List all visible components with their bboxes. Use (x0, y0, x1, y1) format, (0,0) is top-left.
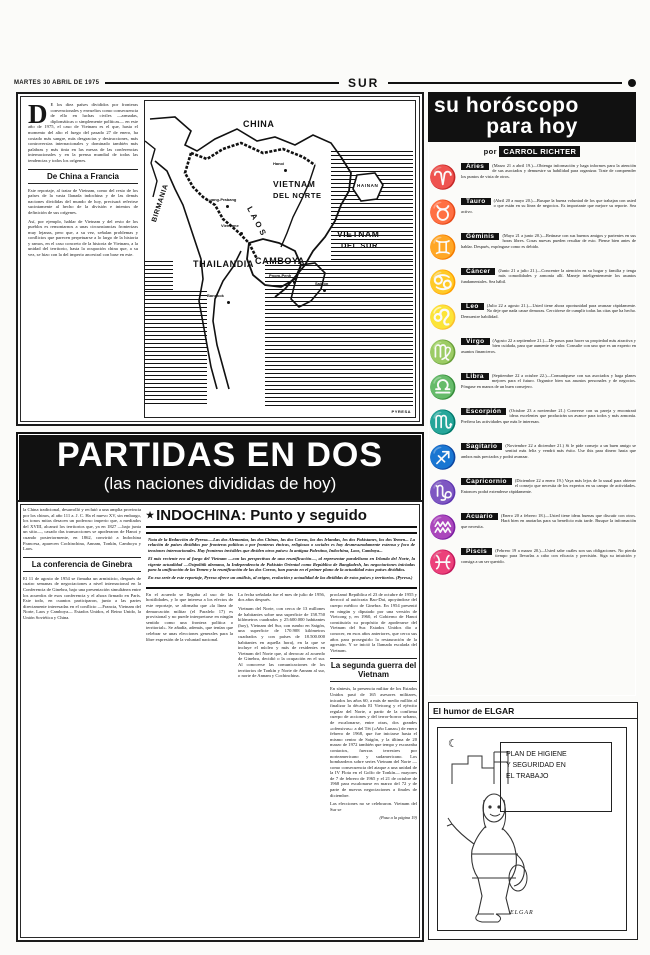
horoscope-title (428, 92, 636, 142)
sign-label-geminis: Géminis (461, 233, 499, 240)
article-col0-p0: la China tradicional, desarrolló y reclutó a una amplia provincia por los chinos, al año 111 a. J. C. Ha el nuevo XV, sin embargo, los tonos mitas desacen un poderoso imperio que, a mediados del XVIII, alcanzó los territorios que, ya en 1827 —bajo junta un sitio—, casado das transacciones se apoderaron de Hanoi y cuando posteriormente, en 1862, convirtió a Indochina Francesa, aparecen Cochinchina, Annam, Tonkín, Camboya y Laos. (23, 507, 141, 552)
cartoon-sign-line3: EL TRABAJO (506, 773, 549, 780)
sign-text-escorpion: (Octubre 23 a noviembre 21.) Converse con su pareja y encontrará ideas excelentes que producirán un avance para todos y más armonía. Prefiera las actividades que más le interesan. (461, 408, 636, 424)
horoscope-sign-capricornio (428, 478, 636, 506)
map-label-vietnam-norte-1: VIETNAM (273, 179, 316, 189)
cartoon-sign (500, 742, 612, 812)
masthead-date: MARTES 30 ABRIL DE 1975 (14, 80, 100, 86)
article-lede-p2: En esa serie de este reportaje, Pyresa ofrece un análisis, al origen, evolución y actualidad de las divididas de estos países y territorios. (Pyresa.) (148, 575, 413, 581)
gemini-icon: ♊ (428, 234, 458, 260)
article-column-2 (238, 592, 325, 935)
article-col1-p0: La fecha señalada fue el mes de julio de 1956, dos años después. (238, 591, 325, 603)
article-column-1 (146, 592, 233, 935)
map-label-vietnam-sur-2: DEL SUR (341, 241, 378, 250)
sign-label-acuario: Acuario (461, 513, 498, 520)
horoscope-sign-escorpion (428, 408, 636, 436)
horoscope-byline (428, 147, 636, 156)
sign-text-piscis: (Febrero 19 a marzo 20.)—Usted sabe cuáles son sus obligaciones. No pierda tiempo para llevarlas a cabo con eficacia y precisión. Siga su intuición y consiga a un ser querido. (461, 548, 636, 564)
article-lede-p1: El más reciente eco al fuego del Vietnam —con las perspectivas de una reunificación—, al representar paralelismo en Irlanda del Norte, la vigente actualidad —Ostpolitik alemana, la Independencia de Pakistán Oriental como República de Bangladesh, las negociaciones iniciadas para la unificación de las Yemen y la reunificación de las dos Coreas, han puesto en el primer plano de la actualidad estos países divididos. (148, 556, 415, 573)
map-label-vietnam-norte-2: DEL NORTE (273, 191, 322, 200)
sign-label-libra: Libra (461, 373, 489, 380)
section-banner (16, 432, 424, 504)
top-article-p2: Este reportaje, al tratar de Vietnam, como del resto de los países de la vasta llanada indochina y de las demás naciones divididas del mundo de hoy, precisará referirse sucintamente al hecho de la división e intentos de definición de sus orígenes. (28, 187, 138, 215)
map-dot-hanoi (284, 169, 287, 172)
sign-label-virgo: Virgo (461, 338, 490, 345)
sign-text-virgo: (Agosto 22 a septiembre 21.)—De pasos para hacer su propiedad más atractiva y bien cuidada, para que aumente de valor. Consulte con uno que es un experto en asuntos financieros. (461, 338, 636, 354)
horoscope-byline-name: CARROL RICHTER (499, 146, 580, 157)
article-col0-a1: En el acuerdo se llegaba al uso de las hostilidades, y lo que interesa a los efectos de este reportaje, se afirmaba que «la línea de demarcación militar (el Paralelo 17) es provisional y no puede interpretarse en ningún sentido como una frontera política o territorial». Se añadía, además, que tenían que celebrar se unas elecciones generales para la libre expresión de la voluntad nacional. (146, 591, 233, 642)
map-city-hanoi: Hanoi (273, 161, 285, 166)
humor-section (428, 702, 638, 940)
horoscope-sign-cancer (428, 268, 636, 296)
article-subheading-segunda-guerra: La segunda guerra del Vietnam (330, 658, 417, 682)
sign-text-cancer: (Junio 21 a julio 21.)—Concentre la atención en su hogar y familia y tenga más comodidades y armonía allí. Maneje inteligentemente los asuntos fundamentales. Sea hábil. (461, 268, 636, 284)
masthead (14, 76, 636, 90)
article-left-column (23, 507, 141, 935)
horoscope-sign-sagitario (428, 443, 636, 471)
article-headline (146, 507, 417, 528)
sign-text-acuario: (Enero 20 a febrero 18.)—Usted tiene ideas buenas que discutir con otros. Hará bien en anotarlas para su beneficio más tarde. Busque la información que necesita. (461, 513, 636, 529)
sign-label-cancer: Cáncer (461, 268, 495, 275)
article-col2-p1: En síntesis, la presencia militar de los Estados Unidos pasó de 165 asesores militares, inicados los años 60, a más de medio millón al finalizar la década El Vietcong y el ejército regular del Norte, a partir de la confirma cuerpo de acciones y del terror-horror urbano, de escalonarse, entre otras, dos grandes «ofensivas»: a del Tét («Año Lunar») de enero febrero de 1968, que fue iniciarse hasta el mismo centro de Saigón, y la última de 20 marzo de 1972 también que tempo y escaseaba contactos, fuerzas terrestres por norteamericano y sudamericano. Los bombardeos sobre series Vietnam del Norte —como consecuencia del ataque a una unidad de la IV Flota en el Golfo de Tonkín— mayores de 7 de febrero de 1965 y el 21 de octubre de 1968 para escalonarse en marzo del 72 y de parte de nuevas negociaciones a finales de diciembre. (330, 686, 417, 798)
article-lede-p0: Nota de la Redacción de Pyresa.—Las dos Alemanias, las dos Chinas, las dos Coreas, las dos Irlandas, los dos Pakistanes, los dos Yemen... La relación de países divididos por fronteras políticas o por fronteras étnicas, religiosas o sociales es hoy desmesuradamente extensa y foco de tensiones internacionales. Hay fronteras invisibles que dividen otros países: la antigua Palestina, Indochina, Laos, Camboya... (148, 537, 415, 553)
capricorn-icon: ♑ (428, 479, 458, 505)
map-dot-vientiane (240, 232, 243, 235)
banner-subhead: (las naciones divididas de hoy) (103, 474, 337, 493)
cartoon-panel (437, 727, 627, 931)
sign-text-libra: (Septiembre 22 a octubre 22.)—Comuníquese con sus asociados y haga planes mejores para el futuro. Organice bien sus asuntos personales y de negocios. Póngase en manos de un buen consejero. (461, 373, 636, 389)
top-article-p3: Así, por ejemplo, hablar de Vietnam y del resto de los pueblos es remontarnos a unas circunstancias fronterizas muy lejanas, pero que, a su vez, señalan problemas y conflictos que parecen perpetuarse a lo largo de la historia y ramos, en el caso concreto de la historia de Vietnam, a la unidad del territorio, hasta la ocupación china que, a su vez, se hizo con la del imperio ancestral con base en este. (28, 218, 138, 258)
cartoon-sign-line2: Y SEGURIDAD EN (506, 762, 566, 769)
aquarius-icon: ♒ (428, 514, 458, 540)
cartoon-sign-line1: PLAN DE HIGIENE (506, 751, 567, 758)
horoscope-sign-tauro (428, 198, 636, 226)
masthead-dot-icon (628, 79, 636, 87)
sign-text-leo: (Julio 22 a agosto 21.)—Usted tiene ahora oportunidad para avanzar rápidamente. No deje que nada cause demoras. Cerciórese de cumplir todas las citas que ha hecho. Demuestre habilidad. (461, 303, 636, 319)
sign-text-geminis: (Mayo 21 a junio 20.)—Reúnase con sus buenos amigos y parientes en sus horas libres. Cosas nuevas pueden resultar de esto. Piense bien antes de hablar. Después, expóngase como es debido. (461, 233, 636, 249)
horoscope-section (428, 92, 636, 696)
banner-headline: PARTIDAS EN DOS (56, 436, 384, 474)
map-dot-bangkok (227, 301, 230, 304)
top-article-block (16, 92, 424, 426)
masthead-rule-left (105, 82, 339, 84)
map-dot-pnom-penh (293, 281, 296, 284)
virgo-icon: ♍ (428, 339, 458, 365)
map-city-saigon: Saigón (315, 281, 329, 286)
article-subheading-ginebra: La conferencia de Ginebra (23, 557, 141, 572)
map-label-china: CHINA (243, 119, 275, 129)
sign-text-aries: (Marzo 21 a abril 19.)—Obtenga información y haga informes para la atención de sus asociados y demuestre su habilidad para organizar. Trate de comprender los puntos de vista de otros. (461, 163, 636, 179)
sign-label-tauro: Tauro (461, 198, 491, 205)
article-headline-text: INDOCHINA: Punto y seguido (156, 507, 367, 524)
sagittarius-icon: ♐ (428, 444, 458, 470)
horoscope-sign-virgo (428, 338, 636, 366)
top-article-subheading: De China a Francia (28, 169, 138, 184)
map-label-thailandia: THAILANDIA (193, 259, 254, 269)
map-credit: PYRESA (391, 409, 411, 414)
article-column-3 (330, 592, 417, 935)
map-dot-luang-prabang (226, 205, 229, 208)
sign-label-piscis: Piscis (461, 548, 492, 555)
humor-title: El humor de ELGAR (429, 703, 637, 719)
aries-icon: ♈ (428, 164, 458, 190)
map-city-bangkok: Bangkok (207, 293, 224, 298)
top-article-text (24, 100, 142, 418)
map-city-luang-prabang: Luang-Prabang (207, 197, 237, 202)
taurus-icon: ♉ (428, 199, 458, 225)
cancer-icon: ♋ (428, 269, 458, 295)
pisces-icon: ♓ (428, 549, 458, 575)
sign-label-escorpion: Escorpión (461, 408, 506, 415)
map-dot-saigon (323, 289, 326, 292)
sign-label-leo: Leo (461, 303, 484, 310)
sign-label-aries: Aries (461, 163, 489, 170)
article-continuation: (Pasa a la página 19) (379, 815, 417, 821)
map-label-laos: LAOS (245, 205, 270, 240)
libra-icon: ♎ (428, 374, 458, 400)
article-col1-p1: Vietnam del Norte, con cerca de 13 millones de habitantes sobre una superficie de 158.750 kilómetros cuadrados y 25.600.000 habitantes (hoy), Vietnam del Sur, con rumbo en Saigón, una superficie de 170.908 kilómetros cuadrados y con países de 18.500.000 habitantes en aquella hora), en la que se incluye el núcleo y más de residentes en Vietnam del Norte que, al derrocar al acuerdo de Ginebra, decidió o la ocupación en el sur. Al conocerse las comunicaciones de los territorios de Tonkín y Norte de Annam al sur, o norte de Annam y Cochinchina. (238, 606, 325, 679)
map-city-pnom-penh: Pnom-Penh (269, 273, 292, 278)
sign-text-tauro: (Abril 20 a mayo 20.)—Busque la buena voluntad de los que trabajan con usted o que están en su línea de negocios. Es importante que mejore su reporte. Sea activo. (461, 198, 636, 214)
map-label-vietnam-sur-1: VIETNAM (337, 229, 380, 239)
map-label-birmania: BIRMANIA (151, 183, 170, 224)
sign-label-capricornio: Capricornio (461, 478, 512, 485)
article-col2-p0: proclamó República el 23 de octubre de 1955 y derrocó al autócrata Bao-Dai, apoyándose del cuerpo médico de Ginebra. En 1954 presentó en ningún y diputado por una versión de Vietcong y, en 1960, el Gobierno de Hanoi constituiría su propósito de apoderarse del Vietnam del Sur. Estados Unidos dio a conocer, en esos años anteriores, que cerca sus años para proseguirlo la restauración de la agresión. Y se inició la llamada escalada del Vietnam. (330, 591, 417, 653)
sign-text-capricornio: (Diciembre 22 a enero 19.) Vaya más lejos de lo usual para obtener el consejo que necesita de los expertos en su campo de actividades. Entonces podrá extenderse rápidamente. (461, 478, 636, 494)
top-article-p1: E los diez países divididos por fronteras convencionales y envueltos como consecuencia de ello en luchas civiles —armadas, diplomáticas o simplemente políticas— en este año de 1975, el caso de Vietnam es el que, hasta el momento del alto el fuego del pasado 27 de enero, ha costado más sangre, más desgracias y destrucciones, más controversias internacionales y dominado también más palabras y más tinta en las mesas de las conferencias internacionales y en la prensa mundial de todas las tendencias y todos los orígenes. (28, 102, 139, 163)
leo-icon: ♌ (428, 304, 458, 330)
sign-label-sagitario: Sagitario (461, 443, 502, 450)
horoscope-byline-prefix: por (483, 147, 497, 156)
article-lede (146, 532, 417, 589)
indochina-map (144, 100, 416, 418)
map-label-camboya: CAMBOYA (255, 256, 305, 266)
star-icon: ★ (146, 510, 155, 520)
map-label-hainan: HAINAN (357, 183, 379, 188)
horoscope-sign-geminis (428, 233, 636, 261)
masthead-title: SUR (347, 76, 380, 90)
horoscope-sign-leo (428, 303, 636, 331)
article-col2-a0: Las elecciones no se celebraron. Vietnam del Sur se (330, 801, 417, 812)
article-col0-a0: El 11 de agosto de 1954 se firmaba un armisticio, después de cuatro semanas de negociaciones a nivel internacional en la Conferencia de Ginebra, bajo una presentación simultánea entre los acuerdos de esos conferencia y el ahora firmado en París. Este todo, en cuantos participaron, junto a las partes directamente interesadas en el conflicto —Francia, Vietnam del Norte, Laos y Camboya— Estados Unidos, el Reino Unido, la Unión Soviética y China. (23, 575, 141, 620)
sign-text-sagitario: (Noviembre 22 a diciembre 21.) Si le pide consejo a un buen amigo se sentirá más feliz y vendrá más éxito. Use this para dinero hasta que ambos más preciados y podrá avanzar. (461, 443, 636, 459)
cartoon-signature: ELGAR (510, 910, 534, 916)
horoscope-sign-piscis (428, 548, 636, 576)
horoscope-sign-acuario (428, 513, 636, 541)
scorpio-icon: ♏ (428, 409, 458, 435)
map-city-vientiane: Vientiane (221, 223, 239, 228)
horoscope-sign-libra (428, 373, 636, 401)
masthead-rule-right (388, 82, 622, 84)
horoscope-title-line1: su horóscopo (434, 94, 579, 117)
horoscope-title-line2: para hoy (486, 115, 578, 138)
drop-cap: D (28, 99, 48, 129)
indochina-article (16, 500, 424, 942)
horoscope-sign-aries (428, 163, 636, 191)
moon-icon: ☾ (448, 738, 458, 750)
